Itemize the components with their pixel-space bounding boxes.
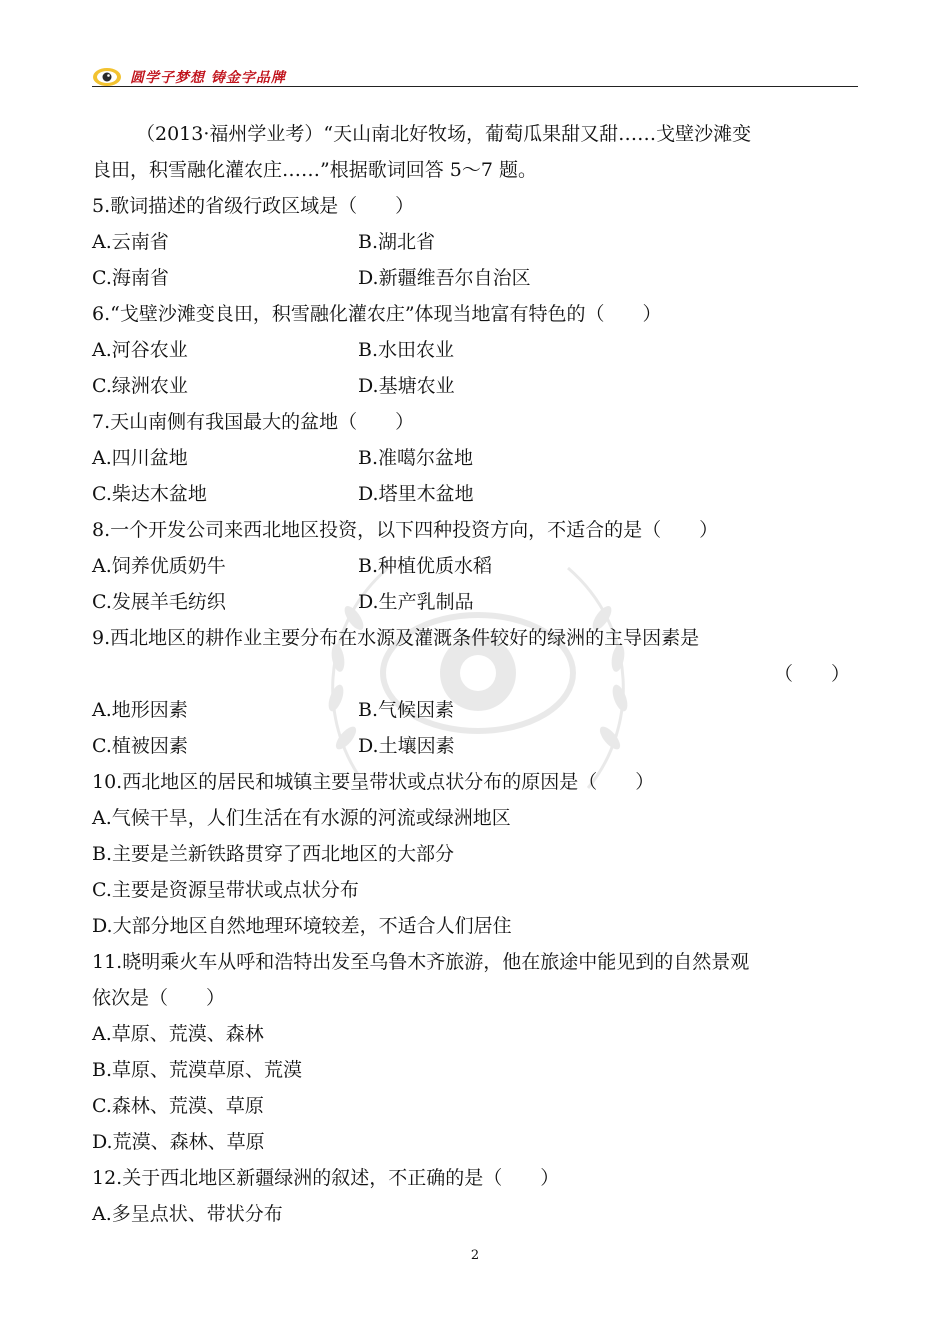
- question-stem: 6.“戈壁沙滩变良田，积雪融化灌农庄”体现当地富有特色的（ ）: [92, 303, 662, 325]
- question-stem: 依次是（ ）: [92, 987, 226, 1009]
- option-d: D.土壤因素: [358, 735, 455, 757]
- question-stem: 11.晓明乘火车从呼和浩特出发至乌鲁木齐旅游，他在旅途中能见到的自然景观: [92, 951, 750, 973]
- question-stem: 10.西北地区的居民和城镇主要呈带状或点状分布的原因是（ ）: [92, 771, 655, 793]
- question-stem: 9.西北地区的耕作业主要分布在水源及灌溉条件较好的绿洲的主导因素是: [92, 627, 700, 649]
- option-c: C.主要是资源呈带状或点状分布: [92, 879, 359, 901]
- option-b: B.准噶尔盆地: [358, 447, 474, 469]
- question-content: [92, 116, 862, 1232]
- option-b: B.湖北省: [358, 231, 436, 253]
- option-c: C.植被因素: [92, 735, 188, 757]
- eye-logo-icon: [92, 66, 122, 88]
- intro-line: （2013·福州学业考）“天山南北好牧场，葡萄瓜果甜又甜……戈壁沙滩变: [136, 123, 752, 145]
- option-d: D.基塘农业: [358, 375, 455, 397]
- question-stem: 7.天山南侧有我国最大的盆地（ ）: [92, 411, 415, 433]
- option-b: B.种植优质水稻: [358, 555, 493, 577]
- question-stem: 12.关于西北地区新疆绿洲的叙述，不正确的是（ ）: [92, 1167, 560, 1189]
- option-row: [92, 368, 862, 404]
- answer-paren: （ ）: [773, 663, 850, 685]
- option-d: D.生产乳制品: [358, 591, 474, 613]
- option-b: B.气候因素: [358, 699, 455, 721]
- option-row: [92, 548, 862, 584]
- option-d: D.荒漠、森林、草原: [92, 1131, 265, 1153]
- option-row: [92, 584, 862, 620]
- option-row: [92, 476, 862, 512]
- header-divider: [92, 86, 858, 87]
- option-a: A.云南省: [92, 231, 169, 253]
- option-a: A.饲养优质奶牛: [92, 555, 226, 577]
- question-stem: 8.一个开发公司来西北地区投资，以下四种投资方向，不适合的是（ ）: [92, 519, 719, 541]
- option-c: C.海南省: [92, 267, 169, 289]
- option-b: B.水田农业: [358, 339, 455, 361]
- page-number: 2: [470, 1248, 480, 1263]
- option-d: D.大部分地区自然地理环境较差，不适合人们居住: [92, 915, 512, 937]
- option-row: [92, 332, 862, 368]
- option-row: [92, 260, 862, 296]
- question-stem: 5.歌词描述的省级行政区域是（ ）: [92, 195, 415, 217]
- option-c: C.森林、荒漠、草原: [92, 1095, 264, 1117]
- option-a: A.河谷农业: [92, 339, 188, 361]
- option-c: C.绿洲农业: [92, 375, 188, 397]
- option-a: A.地形因素: [92, 699, 188, 721]
- option-b: B.主要是兰新铁路贯穿了西北地区的大部分: [92, 843, 455, 865]
- option-d: D.新疆维吾尔自治区: [358, 267, 531, 289]
- option-a: A.草原、荒漠、森林: [92, 1023, 264, 1045]
- option-a: A.多呈点状、带状分布: [92, 1203, 283, 1225]
- option-a: A.气候干旱，人们生活在有水源的河流或绿洲地区: [92, 807, 511, 829]
- intro-line: 良田，积雪融化灌农庄……”根据歌词回答 5～7 题。: [92, 159, 537, 181]
- option-row: [92, 692, 862, 728]
- option-row: [92, 728, 862, 764]
- option-row: [92, 440, 862, 476]
- option-b: B.草原、荒漠草原、荒漠: [92, 1059, 303, 1081]
- option-c: C.发展羊毛纺织: [92, 591, 226, 613]
- option-row: [92, 224, 862, 260]
- header-slogan: 圆学子梦想 铸金字品牌: [130, 70, 286, 86]
- option-c: C.柴达木盆地: [92, 483, 207, 505]
- option-a: A.四川盆地: [92, 447, 188, 469]
- option-d: D.塔里木盆地: [358, 483, 474, 505]
